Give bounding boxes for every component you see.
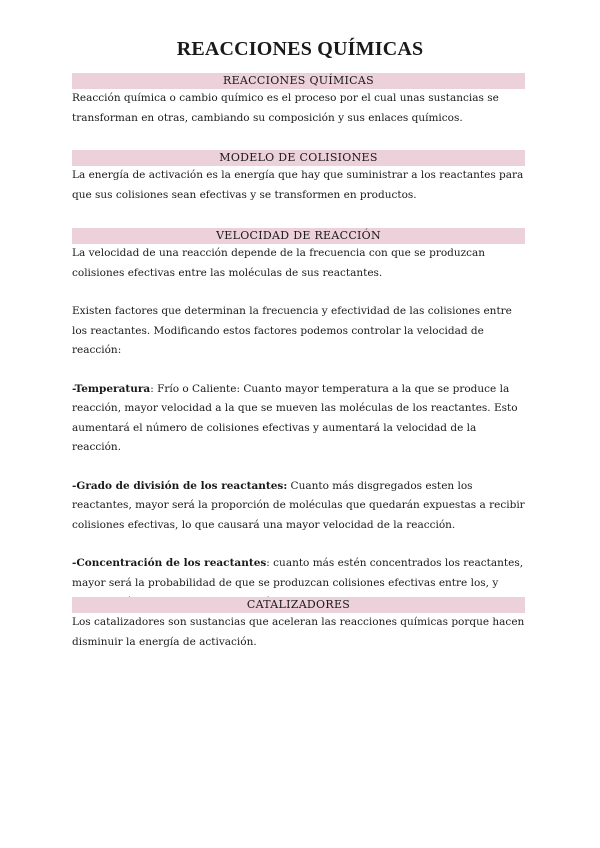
section-modelo-de-colisiones xyxy=(72,150,525,205)
paragraph: Existen factores que determinan la frecuencia y efectividad de las colisiones entre los reactantes. Modificando estos factores podemos controlar la velocidad de reacción: xyxy=(72,305,512,356)
section-heading: MODELO DE COLISIONES xyxy=(72,150,525,166)
section-heading: VELOCIDAD DE REACCIÓN xyxy=(72,228,525,244)
paragraph: La velocidad de una reacción depende de la frecuencia con que se produzcan colisiones efectivas entre las moléculas de sus reactantes. xyxy=(72,247,486,279)
section-catalizadores xyxy=(72,597,525,652)
paragraph: Reacción química o cambio químico es el proceso por el cual unas sustancias se transforman en otras, cambiando su composición y sus enlaces químicos. xyxy=(72,92,499,124)
paragraph: La energía de activación es la energía que hay que suministrar a los reactantes para que sus colisiones sean efectivas y se transformen en productos. xyxy=(72,169,524,201)
section-reacciones-quimicas xyxy=(72,73,525,128)
factor-term: -Grado de división de los reactantes: xyxy=(72,479,288,492)
factor-temperatura xyxy=(72,380,525,458)
paragraph: Los catalizadores son sustancias que aceleran las reacciones químicas porque hacen disminuir la energía de activación. xyxy=(72,616,525,648)
factor-grado-division xyxy=(72,477,525,536)
factor-text: : Frío o Caliente: Cuanto mayor temperatura a la que se produce la reacción, mayor velocidad a la que se mueven las moléculas de los reactantes. Esto aumentará el número de colisiones efectivas y aumentará la velocidad de la reacción. xyxy=(72,382,518,453)
section-velocidad-de-reaccion xyxy=(72,228,525,613)
factor-term: -Concentración de los reactantes xyxy=(72,557,267,569)
page-title: REACCIONES QUÍMICAS xyxy=(176,38,424,60)
section-heading: CATALIZADORES xyxy=(72,597,525,613)
factor-term: -Temperatura xyxy=(72,382,151,395)
factor-text: Cuanto más disgregados esten los reactantes, mayor será la proporción de moléculas que quedarán expuestas a recibir colisiones efectivas, lo que causará una mayor velocidad de la reacción. xyxy=(72,479,525,531)
factor-text: : cuanto más estén concentrados los reactantes, mayor será la probabilidad de que se produzcan colisiones efectivas entre los, y xyxy=(72,557,524,589)
section-heading: REACCIONES QUÍMICAS xyxy=(72,73,525,89)
